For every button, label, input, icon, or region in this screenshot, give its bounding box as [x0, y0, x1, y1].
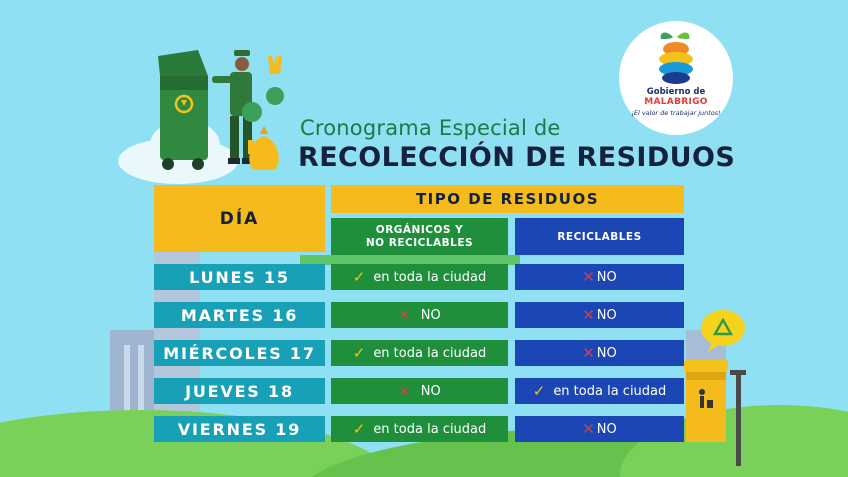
recyclable-cell-martes: ✕ NO — [515, 302, 684, 328]
logo-line2: MALABRIGO — [644, 97, 708, 107]
page-subtitle: Cronograma Especial de — [300, 116, 561, 140]
logo-line1: Gobierno de — [646, 87, 706, 97]
check-icon: ✓ — [352, 344, 366, 362]
day-header — [154, 185, 325, 252]
organic-header — [331, 218, 508, 255]
day-cell-lunes: LUNES 15 — [154, 264, 325, 290]
organic-header-label: ORGÁNICOS Y NO RECICLABLES — [365, 223, 474, 249]
recyclable-cell-lunes: ✕ NO — [515, 264, 684, 290]
day-header-label: DÍA — [219, 208, 260, 229]
cross-icon: ✕ — [582, 306, 595, 324]
organic-cell-jueves: ✕ NO — [331, 378, 508, 404]
recyclable-header — [515, 218, 684, 255]
waste-type-header-label: TIPO DE RESIDUOS — [415, 190, 600, 208]
recyclable-cell-miercoles: ✕ NO — [515, 340, 684, 366]
logo-emblem — [651, 27, 701, 87]
worker-illustration — [150, 42, 300, 174]
logo-slogan: ¡El valor de trabajar juntos! — [631, 109, 721, 117]
organic-cell-martes: ✕ NO — [331, 302, 508, 328]
mask — [266, 87, 284, 105]
recycle-bubble — [698, 308, 748, 354]
yellow-trash-bin — [682, 356, 748, 468]
glove-icon — [268, 54, 282, 74]
cross-icon: ✕ — [582, 268, 595, 286]
cross-icon: ✕ — [398, 306, 411, 324]
cross-icon: ✕ — [582, 420, 595, 438]
cross-icon: ✕ — [398, 382, 411, 400]
recyclable-cell-jueves: ✓ en toda la ciudad — [515, 378, 684, 404]
recyclable-cell-viernes: ✕ NO — [515, 416, 684, 442]
cross-icon: ✕ — [582, 344, 595, 362]
check-icon: ✓ — [532, 382, 546, 400]
day-cell-miercoles: MIÉRCOLES 17 — [154, 340, 325, 366]
day-cell-viernes: VIERNES 19 — [154, 416, 325, 442]
day-cell-martes: MARTES 16 — [154, 302, 325, 328]
check-icon: ✓ — [352, 420, 366, 438]
organic-cell-lunes: ✓ en toda la ciudad — [331, 264, 508, 290]
recyclable-header-label: RECICLABLES — [557, 230, 642, 243]
organic-cell-viernes: ✓ en toda la ciudad — [331, 416, 508, 442]
day-cell-jueves: JUEVES 18 — [154, 378, 325, 404]
page-title: RECOLECCIÓN DE RESIDUOS — [298, 142, 736, 173]
worker-head — [235, 57, 249, 71]
waste-type-header — [331, 185, 684, 213]
municipality-logo — [619, 21, 733, 135]
organic-cell-miercoles: ✓ en toda la ciudad — [331, 340, 508, 366]
check-icon: ✓ — [352, 268, 366, 286]
